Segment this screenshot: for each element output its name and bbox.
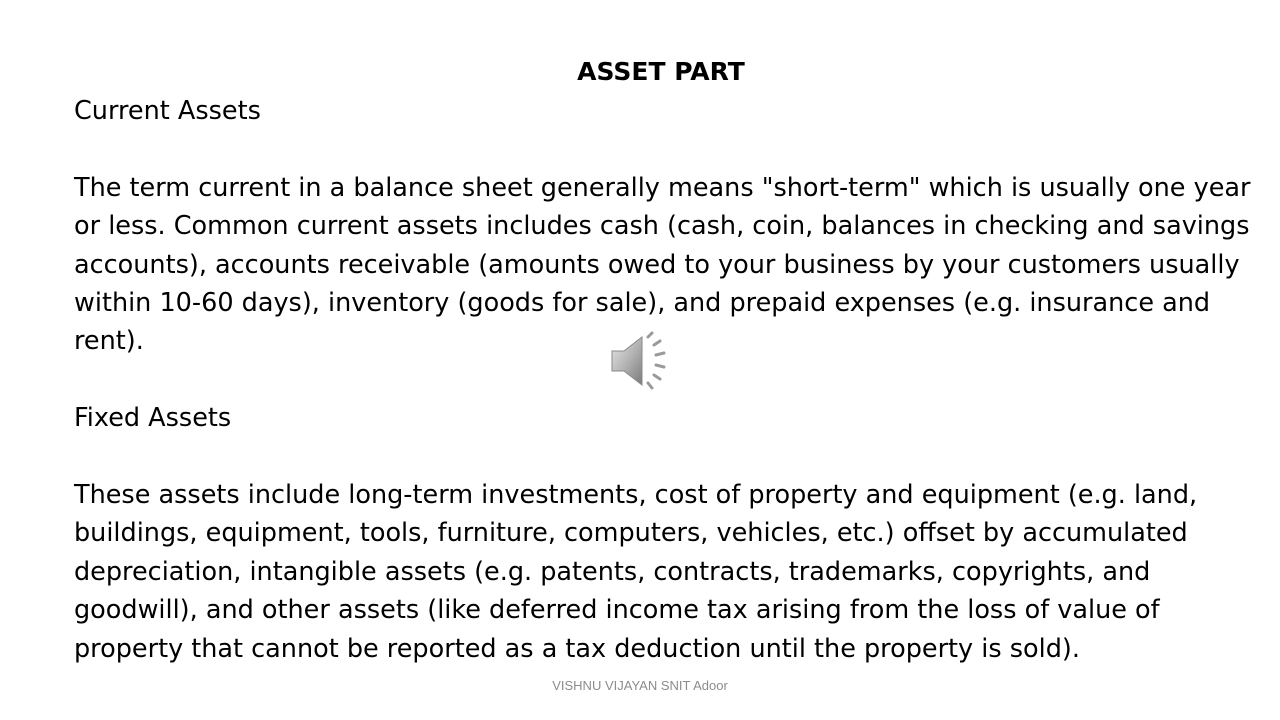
- slide-footer: VISHNU VIJAYAN SNIT Adoor: [552, 678, 728, 693]
- fixed-assets-heading: Fixed Assets: [74, 403, 232, 434]
- slide-title: ASSET PART: [577, 57, 745, 86]
- current-assets-heading: Current Assets: [74, 96, 261, 126]
- current-assets-text: The term current in a balance sheet generally means "short-term" which is usually one year or less. Common current assets includes cash (cash, coin, balances in checking and savings accounts), accounts receivable (amounts owed to your business by your customers usually within 10-60 days), inventory (goods for sale), and prepaid expenses (e.g. insurance and rent).: [74, 172, 1251, 357]
- speaker-icon[interactable]: [606, 331, 672, 391]
- fixed-assets-text: These assets include long-term investments, cost of property and equipment (e.g. land, buildings, equipment, tools, furniture, computers, vehicles, etc.) offset by accumulated depreciation, intangible assets (e.g. patents, contracts, trademarks, copyrights, and goodwill), and other assets (like deferred income tax arising from the loss of value of property that cannot be reported as a tax deduction until the property is sold).: [74, 480, 1198, 664]
